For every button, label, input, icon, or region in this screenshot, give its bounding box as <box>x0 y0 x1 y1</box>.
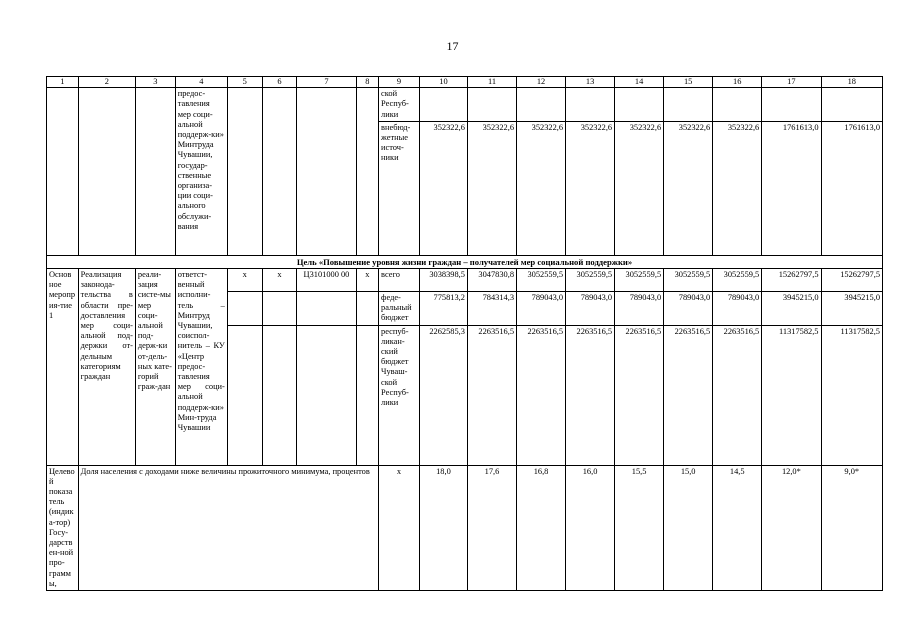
cell-value: 352322,6 <box>566 121 615 255</box>
cell <box>227 292 262 326</box>
header-cell: 3 <box>135 77 175 88</box>
cell-value: 1761613,0 <box>821 121 883 255</box>
header-cell: 8 <box>356 77 378 88</box>
header-cell: 1 <box>47 77 79 88</box>
cell-indicator-value: 15,5 <box>615 465 664 590</box>
cell-source: феде-ральный бюджет <box>379 292 420 326</box>
header-cell: 16 <box>713 77 762 88</box>
cell-indicator-value: 15,0 <box>664 465 713 590</box>
header-cell: 2 <box>78 77 135 88</box>
cell-value: 15262797,5 <box>821 269 883 292</box>
cell-value: 2263516,5 <box>566 325 615 465</box>
cell <box>615 88 664 122</box>
cell-indicator-value: 12,0* <box>762 465 821 590</box>
cell-value: 3945215,0 <box>762 292 821 326</box>
cell <box>297 88 356 256</box>
cell-indicator-value: 17,6 <box>467 465 516 590</box>
cell <box>78 88 135 256</box>
goal-title: Цель «Повышение уровня жизни граждан – получателей мер социальной поддержки» <box>47 255 883 268</box>
cell-value: 2263516,5 <box>664 325 713 465</box>
cell <box>297 292 356 326</box>
cell-event-goal: реали-зация систе-мы мер соци-альной под-держ-ки от-дель-ных кате-горий граж-дан <box>135 269 175 466</box>
cell <box>762 88 821 122</box>
cell-value: 352322,6 <box>517 121 566 255</box>
cell-executor: ответст-венный исполни-тель – Минтруд Чувашии, соиспол-нитель – КУ «Центр предос-тавления мер соци-альной поддерж-ки» Мин-труда Чувашии <box>175 269 227 466</box>
cell <box>135 88 175 256</box>
cell-value: 3047830,8 <box>467 269 516 292</box>
cell-value: 11317582,5 <box>762 325 821 465</box>
cell-value: 3052559,5 <box>517 269 566 292</box>
cell-indicator-value: 16,0 <box>566 465 615 590</box>
cell-value: 3052559,5 <box>664 269 713 292</box>
header-cell: 11 <box>467 77 516 88</box>
cell-value: 352322,6 <box>615 121 664 255</box>
cell <box>419 88 467 122</box>
cell-source: ской Респуб-лики <box>379 88 420 122</box>
cell <box>297 325 356 465</box>
cell-value: 352322,6 <box>713 121 762 255</box>
header-cell: 5 <box>227 77 262 88</box>
table-row <box>47 465 883 590</box>
cell <box>566 88 615 122</box>
cell-value: 3052559,5 <box>566 269 615 292</box>
cell-code: x <box>379 465 420 590</box>
cell-value: 2263516,5 <box>615 325 664 465</box>
header-row <box>47 77 883 88</box>
goal-row <box>47 255 883 268</box>
cell-value: 352322,6 <box>664 121 713 255</box>
cell-value: 15262797,5 <box>762 269 821 292</box>
table-row <box>47 88 883 122</box>
cell-value: 2263516,5 <box>467 325 516 465</box>
header-cell: 7 <box>297 77 356 88</box>
header-cell: 14 <box>615 77 664 88</box>
cell <box>467 88 516 122</box>
cell-indicator-value: 14,5 <box>713 465 762 590</box>
cell-code: x <box>356 269 378 292</box>
cell-source: всего <box>379 269 420 292</box>
cell-value: 3052559,5 <box>615 269 664 292</box>
table-row <box>47 269 883 292</box>
cell-value: 775813,2 <box>419 292 467 326</box>
cell-event-name: Реализация законода-тельства в области пре-доставления мер соци-альной под-держки от-дельным категориям граждан <box>78 269 135 466</box>
header-cell: 4 <box>175 77 227 88</box>
header-cell: 9 <box>379 77 420 88</box>
cell-indicator-value: 9,0* <box>821 465 883 590</box>
cell-value: 1761613,0 <box>762 121 821 255</box>
cell-value: 2263516,5 <box>517 325 566 465</box>
cell-indicator-desc: Доля населения с доходами ниже величины прожиточного минимума, процентов <box>78 465 378 590</box>
cell-value: 3945215,0 <box>821 292 883 326</box>
page-number: 17 <box>446 39 459 53</box>
cell-code: Ц3101000 00 <box>297 269 356 292</box>
cell <box>262 292 297 326</box>
cell <box>227 88 262 256</box>
cell <box>356 292 378 326</box>
cell-event-label: Основное мероприя-тие 1 <box>47 269 79 466</box>
cell <box>262 325 297 465</box>
cell-value: 3038398,5 <box>419 269 467 292</box>
cell <box>664 88 713 122</box>
cell-source: внебюд-жетные источ-ники <box>379 121 420 255</box>
budget-table <box>46 76 883 591</box>
cell-executor: предос-тавления мер соци-альной поддерж-ки» Минтруда Чувашии, государ-ственные организа-ции соци-ального обслужи-вания <box>175 88 227 256</box>
cell <box>47 88 79 256</box>
cell-value: 352322,6 <box>467 121 516 255</box>
cell-value: 3052559,5 <box>713 269 762 292</box>
cell-value: 2262585,3 <box>419 325 467 465</box>
header-cell: 6 <box>262 77 297 88</box>
cell <box>517 88 566 122</box>
cell-code: x <box>262 269 297 292</box>
cell <box>356 88 378 256</box>
cell <box>227 325 262 465</box>
cell-source: респуб-ликан-ский бюджет Чуваш-ской Респуб-лики <box>379 325 420 465</box>
cell-value: 789043,0 <box>517 292 566 326</box>
cell <box>713 88 762 122</box>
cell <box>262 88 297 256</box>
cell <box>356 325 378 465</box>
cell <box>821 88 883 122</box>
cell-value: 789043,0 <box>566 292 615 326</box>
header-cell: 17 <box>762 77 821 88</box>
cell-indicator-value: 18,0 <box>419 465 467 590</box>
cell-indicator-value: 16,8 <box>517 465 566 590</box>
header-cell: 12 <box>517 77 566 88</box>
cell-code: x <box>227 269 262 292</box>
header-cell: 18 <box>821 77 883 88</box>
cell-value: 352322,6 <box>419 121 467 255</box>
header-cell: 13 <box>566 77 615 88</box>
cell-value: 11317582,5 <box>821 325 883 465</box>
cell-indicator-label: Целевой показатель (индика-тор) Госу-дарствен-ной про-граммы, <box>47 465 79 590</box>
header-cell: 10 <box>419 77 467 88</box>
cell-value: 784314,3 <box>467 292 516 326</box>
cell-value: 789043,0 <box>664 292 713 326</box>
cell-value: 789043,0 <box>615 292 664 326</box>
header-cell: 15 <box>664 77 713 88</box>
cell-value: 789043,0 <box>713 292 762 326</box>
cell-value: 2263516,5 <box>713 325 762 465</box>
